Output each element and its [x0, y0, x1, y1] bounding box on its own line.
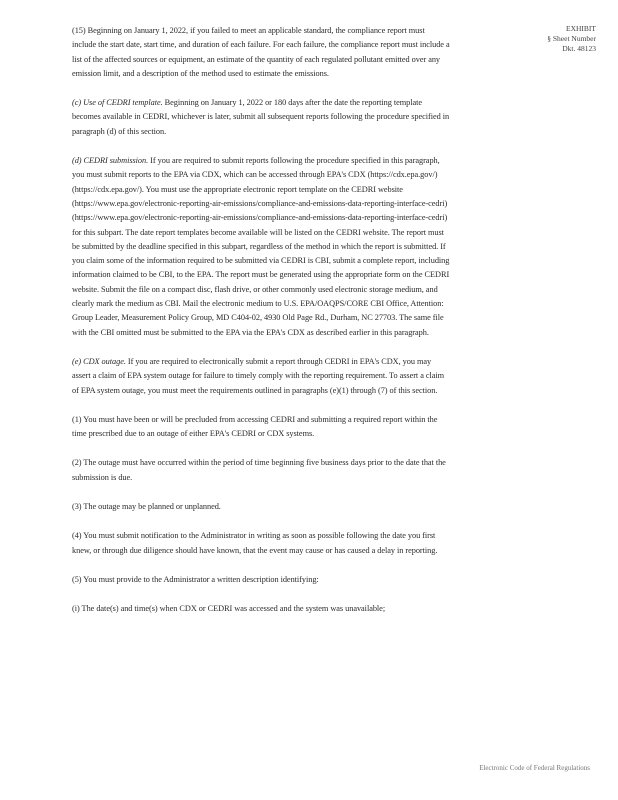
paragraph-d: [72, 154, 450, 340]
paragraph-e: [72, 355, 450, 398]
exhibit-stamp-line-1: EXHIBIT: [566, 24, 596, 33]
paragraph-text: If you are required to submit reports following the procedure specified in this paragraph, you must submit reports to the EPA via CDX, which can be accessed through EPA's CDX (https://cdx.epa.gov/) (https://cdx.epa.gov/). You must use the appropriate electronic report template on the CEDRI website (https://www.epa.gov/electronic-reporting-air-emissions/compliance-and-emissions-data-reporting-interface-cedri) (https://www.epa.gov/electronic-reporting-air-emissions/compliance-and-emissions-data-reporting-interface-cedri) for this subpart. The date report templates become available will be listed on the CEDRI website. The report must be submitted by the deadline specified in this subpart, regardless of the method in which the report is submitted. If you claim some of the information required to be submitted via CEDRI is CBI, submit a complete report, including information claimed to be CBI, to the EPA. The report must be generated using the appropriate form on the CEDRI website. Submit the file on a compact disc, flash drive, or other commonly used electronic storage medium, and clearly mark the medium as CBI. Mail the electronic medium to U.S. EPA/OAQPS/CORE CBI Office, Attention: Group Leader, Measurement Policy Group, MD C404-02, 4930 Old Page Rd., Durham, NC 27703. The same file with the CBI omitted must be submitted to the EPA via the EPA's CDX as described earlier in this paragraph.: [72, 156, 450, 337]
paragraph-e4: [72, 529, 450, 558]
paragraph-text: (3) The outage may be planned or unplanned.: [72, 502, 221, 512]
paragraph-e3: [72, 500, 450, 514]
paragraph-text: If you are required to electronically submit a report through CEDRI in EPA's CDX, you may assert a claim of EPA system outage for failure to timely comply with the reporting requirement. To assert a claim of EPA system outage, you must meet the requirements outlined in paragraphs (e)(1) through (7) of this section.: [72, 356, 445, 395]
paragraph-15: [72, 24, 450, 81]
paragraph-e1: [72, 413, 450, 442]
paragraph-text: Beginning on January 1, 2022 or 180 days after the date the reporting template becomes available in CEDRI, whichever is later, submit all subsequent reports following the procedure specified in paragraph (d) of this section.: [72, 98, 450, 136]
exhibit-stamp-line-2: § Sheet Number: [547, 34, 596, 43]
paragraph-text: (i) The date(s) and time(s) when CDX or CEDRI was accessed and the system was unavailable;: [72, 604, 386, 614]
paragraph-c: [72, 96, 450, 139]
document-body: [72, 24, 450, 632]
paragraph-label: (c) Use of CEDRI template.: [72, 98, 163, 108]
exhibit-stamp: [486, 24, 596, 54]
paragraph-e5-i: [72, 602, 450, 616]
exhibit-stamp-line-3: Dkt. 48123: [562, 44, 596, 53]
paragraph-e2: [72, 456, 450, 485]
paragraph-text: (1) You must have been or will be precluded from accessing CEDRI and submitting a required report within the time prescribed due to an outage of either EPA's CEDRI or CDX systems.: [72, 414, 438, 439]
footer-mark: Electronic Code of Federal Regulations: [479, 764, 590, 772]
paragraph-text: (4) You must submit notification to the Administrator in writing as soon as possible following the date you first knew, or through due diligence should have known, that the event may cause or has caused a delay in reporting.: [72, 531, 438, 555]
paragraph-text: (5) You must provide to the Administrator a written description identifying:: [72, 574, 319, 584]
paragraph-text: (2) The outage must have occurred within the period of time beginning five business days prior to the date that the submission is due.: [72, 458, 446, 482]
paragraph-label: (d) CEDRI submission.: [72, 156, 149, 166]
paragraph-text: (15) Beginning on January 1, 2022, if you failed to meet an applicable standard, the compliance report must include the start date, start time, and duration of each failure. For each failure, the compliance report must include a list of the affected sources or equipment, an estimate of the quantity of each regulated pollutant emitted over any emission limit, and a description of the method used to estimate the emissions.: [72, 26, 450, 78]
paragraph-label: (e) CDX outage.: [72, 356, 126, 366]
paragraph-e5: [72, 573, 450, 587]
